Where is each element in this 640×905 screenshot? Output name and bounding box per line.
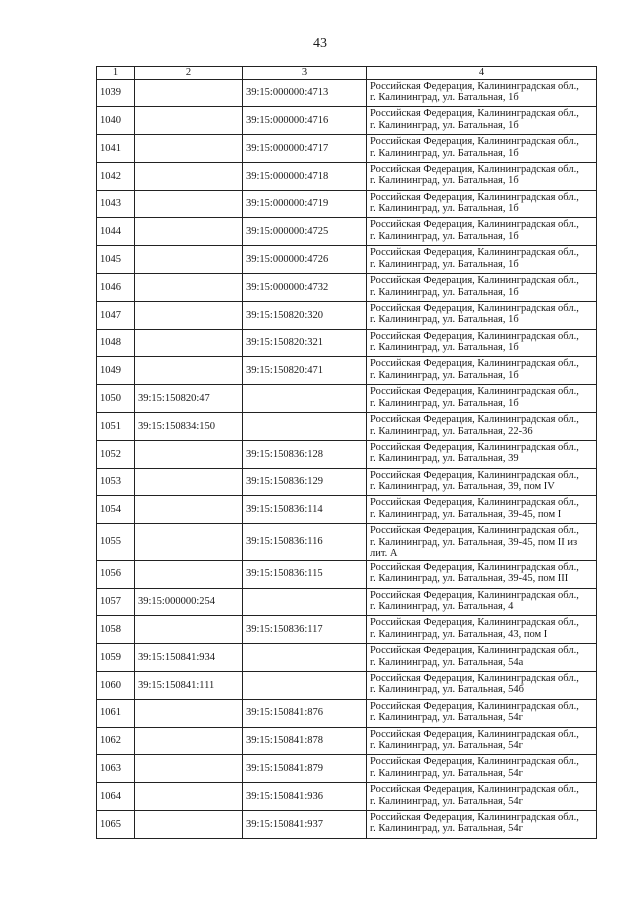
address-cell [367,588,597,616]
address-line: Российская Федерация, Калининградская обл., [370,414,579,426]
address-cell [367,162,597,190]
row-number: 1054 [97,496,135,524]
address-line: Российская Федерация, Калининградская обл., [370,728,579,740]
address-cell [367,135,597,163]
address-line: Российская Федерация, Калининградская обл., [370,617,579,629]
building-cadastral-number: 39:15:150836:128 [243,440,367,468]
address-line: Российская Федерация, Калининградская обл., [370,756,579,768]
address-line: г. Калининград, ул. Батальная, 39, пом IV [370,481,555,493]
address-line: Российская Федерация, Калининградская обл., [370,358,579,370]
address-line: г. Калининград, ул. Батальная, 22-36 [370,425,533,437]
address-cell [367,644,597,672]
address-line: Российская Федерация, Калининградская обл., [370,811,579,823]
building-cadastral-number: 39:15:000000:4725 [243,218,367,246]
building-cadastral-number: 39:15:000000:4713 [243,79,367,107]
land-cadastral-number [135,190,243,218]
address-cell [367,274,597,302]
address-cell [367,357,597,385]
building-cadastral-number: 39:15:150841:936 [243,783,367,811]
address-line: Российская Федерация, Калининградская обл., [370,191,579,203]
row-number: 1046 [97,274,135,302]
address-line: Российская Федерация, Калининградская обл., [370,645,579,657]
table-row [97,616,597,644]
address-line: Российская Федерация, Калининградская обл., [370,784,579,796]
land-cadastral-number [135,301,243,329]
building-cadastral-number: 39:15:150836:129 [243,468,367,496]
address-line: лит. А [370,548,398,560]
address-line: г. Калининград, ул. Батальная, 54г [370,823,523,835]
address-cell [367,413,597,441]
table-row [97,755,597,783]
address-cell [367,385,597,413]
address-cell [367,190,597,218]
address-cell [367,671,597,699]
address-cell [367,810,597,838]
building-cadastral-number: 39:15:150836:116 [243,524,367,561]
land-cadastral-number: 39:15:150841:111 [135,671,243,699]
address-line: г. Калининград, ул. Батальная, 54г [370,795,523,807]
table-row [97,329,597,357]
address-line: Российская Федерация, Калининградская обл., [370,469,579,481]
row-number: 1052 [97,440,135,468]
table-body [97,79,597,838]
table-row [97,357,597,385]
table-row [97,246,597,274]
address-line: г. Калининград, ул. Батальная, 43, пом I [370,628,548,640]
row-number: 1043 [97,190,135,218]
table-row [97,274,597,302]
address-line: г. Калининград, ул. Батальная, 39-45, пом III [370,573,569,585]
address-line: г. Калининград, ул. Батальная, 39 [370,453,519,465]
address-line: г. Калининград, ул. Батальная, 54г [370,740,523,752]
page-number: 43 [313,36,327,51]
address-line: Российская Федерация, Калининградская обл., [370,108,579,120]
address-line: Российская Федерация, Калининградская обл., [370,302,579,314]
address-line: Российская Федерация, Калининградская обл., [370,386,579,398]
address-cell [367,79,597,107]
address-line: г. Калининград, ул. Батальная, 1б [370,258,519,270]
row-number: 1045 [97,246,135,274]
address-line: Российская Федерация, Калининградская обл., [370,497,579,509]
table-header [97,67,597,80]
building-cadastral-number [243,644,367,672]
table-row [97,79,597,107]
address-cell [367,699,597,727]
building-cadastral-number: 39:15:150836:114 [243,496,367,524]
row-number: 1051 [97,413,135,441]
table-row [97,107,597,135]
row-number: 1049 [97,357,135,385]
address-line: Российская Федерация, Калининградская обл., [370,589,579,601]
land-cadastral-number [135,783,243,811]
address-line: Российская Федерация, Калининградская обл., [370,525,579,537]
address-line: г. Калининград, ул. Батальная, 39-45, пом II из [370,536,578,548]
table-row [97,644,597,672]
address-cell [367,524,597,561]
address-line: г. Калининград, ул. Батальная, 1б [370,369,519,381]
row-number: 1053 [97,468,135,496]
address-line: г. Калининград, ул. Батальная, 54а [370,656,524,668]
building-cadastral-number: 39:15:150841:937 [243,810,367,838]
address-cell [367,107,597,135]
land-cadastral-number [135,616,243,644]
table-row [97,496,597,524]
building-cadastral-number: 39:15:000000:4726 [243,246,367,274]
row-number: 1060 [97,671,135,699]
building-cadastral-number [243,413,367,441]
address-line: Российская Федерация, Калининградская обл., [370,441,579,453]
address-line: г. Калининград, ул. Батальная, 54г [370,712,523,724]
row-number: 1064 [97,783,135,811]
table-row [97,218,597,246]
table-row [97,190,597,218]
address-cell [367,560,597,588]
land-cadastral-number [135,274,243,302]
land-cadastral-number: 39:15:150820:47 [135,385,243,413]
building-cadastral-number: 39:15:150841:876 [243,699,367,727]
building-cadastral-number: 39:15:150836:115 [243,560,367,588]
table-row [97,810,597,838]
address-line: Российская Федерация, Калининградская обл., [370,219,579,231]
row-number: 1059 [97,644,135,672]
address-line: Российская Федерация, Калининградская обл., [370,136,579,148]
row-number: 1057 [97,588,135,616]
address-cell [367,755,597,783]
building-cadastral-number: 39:15:150841:879 [243,755,367,783]
building-cadastral-number [243,671,367,699]
header-col-3: 3 [243,67,367,80]
table-row [97,588,597,616]
address-line: г. Калининград, ул. Батальная, 4 [370,601,514,613]
row-number: 1042 [97,162,135,190]
table-row [97,727,597,755]
building-cadastral-number [243,588,367,616]
land-cadastral-number [135,560,243,588]
row-number: 1041 [97,135,135,163]
address-cell [367,301,597,329]
table-row [97,699,597,727]
address-cell [367,329,597,357]
address-line: г. Калининград, ул. Батальная, 1б [370,203,519,215]
address-line: г. Калининград, ул. Батальная, 1б [370,230,519,242]
land-cadastral-number [135,496,243,524]
building-cadastral-number: 39:15:000000:4716 [243,107,367,135]
row-number: 1058 [97,616,135,644]
header-col-1: 1 [97,67,135,80]
address-cell [367,496,597,524]
address-line: г. Калининград, ул. Батальная, 1б [370,119,519,131]
land-cadastral-number: 39:15:000000:254 [135,588,243,616]
address-cell [367,218,597,246]
table-row [97,162,597,190]
row-number: 1047 [97,301,135,329]
row-number: 1048 [97,329,135,357]
building-cadastral-number: 39:15:000000:4718 [243,162,367,190]
table-row [97,135,597,163]
address-line: Российская Федерация, Калининградская обл., [370,247,579,259]
table-row [97,301,597,329]
row-number: 1061 [97,699,135,727]
row-number: 1065 [97,810,135,838]
land-cadastral-number [135,524,243,561]
row-number: 1062 [97,727,135,755]
building-cadastral-number: 39:15:000000:4717 [243,135,367,163]
table-row [97,560,597,588]
land-cadastral-number [135,107,243,135]
building-cadastral-number: 39:15:150836:117 [243,616,367,644]
land-cadastral-number [135,468,243,496]
address-line: г. Калининград, ул. Батальная, 1б [370,397,519,409]
header-col-4: 4 [367,67,597,80]
land-cadastral-number [135,357,243,385]
row-number: 1050 [97,385,135,413]
address-line: Российская Федерация, Калининградская обл., [370,275,579,287]
address-cell [367,246,597,274]
land-cadastral-number [135,810,243,838]
header-row [97,67,597,80]
land-cadastral-number [135,440,243,468]
address-cell [367,616,597,644]
address-line: г. Калининград, ул. Батальная, 39-45, пом I [370,508,562,520]
address-line: г. Калининград, ул. Батальная, 54б [370,684,524,696]
building-cadastral-number: 39:15:000000:4732 [243,274,367,302]
land-cadastral-number [135,218,243,246]
row-number: 1063 [97,755,135,783]
land-cadastral-number [135,699,243,727]
land-cadastral-number [135,755,243,783]
land-cadastral-number [135,329,243,357]
table-row [97,783,597,811]
table-row [97,413,597,441]
land-cadastral-number [135,79,243,107]
address-line: Российская Федерация, Калининградская обл., [370,330,579,342]
table-row [97,671,597,699]
address-cell [367,468,597,496]
address-cell [367,783,597,811]
table-row [97,440,597,468]
table-row [97,524,597,561]
address-line: Российская Федерация, Калининградская обл., [370,163,579,175]
table-row [97,385,597,413]
address-line: Российская Федерация, Калининградская обл., [370,672,579,684]
land-cadastral-number [135,162,243,190]
row-number: 1055 [97,524,135,561]
address-line: г. Калининград, ул. Батальная, 1б [370,286,519,298]
cadastral-table [96,66,597,839]
address-line: г. Калининград, ул. Батальная, 54г [370,767,523,779]
address-line: Российская Федерация, Калининградская обл., [370,80,579,92]
address-line: г. Калининград, ул. Батальная, 1б [370,314,519,326]
row-number: 1044 [97,218,135,246]
building-cadastral-number: 39:15:150820:321 [243,329,367,357]
address-line: г. Калининград, ул. Батальная, 1б [370,92,519,103]
row-number: 1056 [97,560,135,588]
land-cadastral-number: 39:15:150841:934 [135,644,243,672]
address-cell [367,440,597,468]
address-line: г. Калининград, ул. Батальная, 1б [370,175,519,187]
address-line: г. Калининград, ул. Батальная, 1б [370,147,519,159]
address-line: г. Калининград, ул. Батальная, 1б [370,342,519,354]
building-cadastral-number: 39:15:150841:878 [243,727,367,755]
row-number: 1039 [97,79,135,107]
land-cadastral-number [135,246,243,274]
land-cadastral-number [135,727,243,755]
building-cadastral-number: 39:15:000000:4719 [243,190,367,218]
row-number: 1040 [97,107,135,135]
address-line: Российская Федерация, Калининградская обл., [370,561,579,573]
building-cadastral-number: 39:15:150820:471 [243,357,367,385]
building-cadastral-number [243,385,367,413]
building-cadastral-number: 39:15:150820:320 [243,301,367,329]
address-line: Российская Федерация, Калининградская обл., [370,700,579,712]
header-col-2: 2 [135,67,243,80]
table-row [97,468,597,496]
address-cell [367,727,597,755]
land-cadastral-number [135,135,243,163]
land-cadastral-number: 39:15:150834:150 [135,413,243,441]
